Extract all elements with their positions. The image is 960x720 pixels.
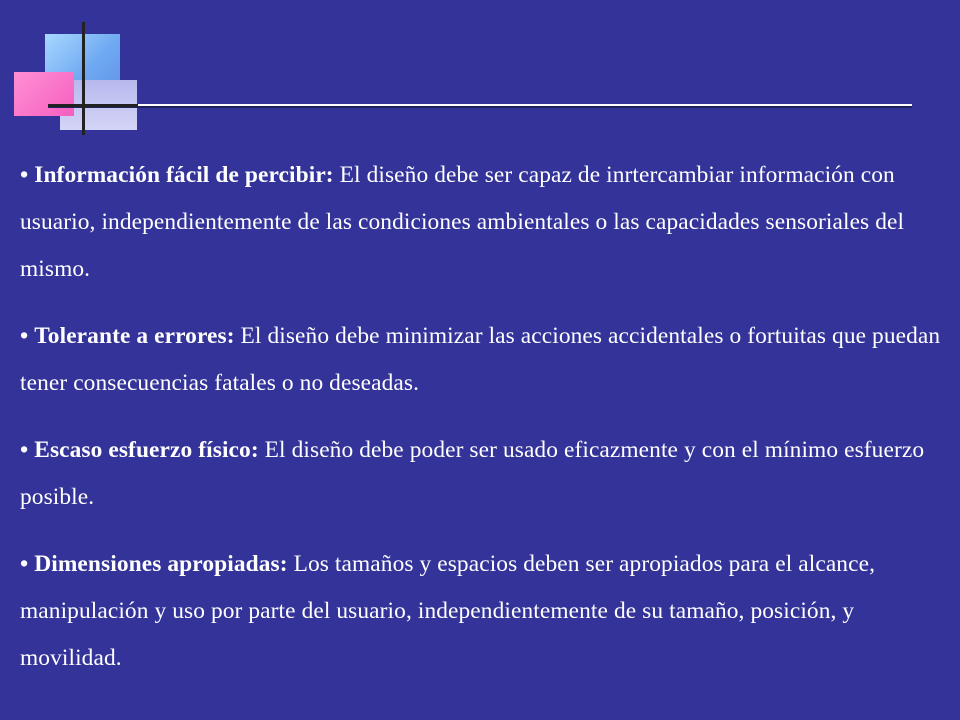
bullet-item xyxy=(20,427,950,521)
decorative-horizontal-rule-dark xyxy=(48,104,138,107)
decorative-horizontal-rule xyxy=(48,104,912,108)
bullet-marker: • xyxy=(20,323,29,349)
bullet-marker: • xyxy=(20,437,29,463)
bullet-text: El diseño debe ser capaz de inrtercambiar información con usuario, independientemente de las condiciones ambientales o las capacidades sensoriales del mismo. xyxy=(20,162,905,282)
bullet-item xyxy=(20,152,950,293)
bullet-item xyxy=(20,541,950,682)
bullet-term: Escaso esfuerzo físico: xyxy=(34,437,259,463)
bullet-term: Dimensiones apropiadas: xyxy=(34,551,288,577)
bullet-marker: • xyxy=(20,162,29,188)
slide-body xyxy=(20,152,950,702)
title-decoration xyxy=(0,0,960,140)
bullet-item xyxy=(20,313,950,407)
bullet-marker: • xyxy=(20,551,29,577)
bullet-term: Tolerante a errores: xyxy=(34,323,235,349)
bullet-text: El diseño debe poder ser usado eficazmente y con el mínimo esfuerzo posible. xyxy=(20,437,925,510)
bullet-term: Información fácil de percibir: xyxy=(34,162,334,188)
decorative-pink-square xyxy=(14,72,74,116)
bullet-text: El diseño debe minimizar las acciones accidentales o fortuitas que puedan tener consecuencias fatales o no deseadas. xyxy=(20,323,941,396)
bullet-text: Los tamaños y espacios deben ser apropiados para el alcance, manipulación y uso por parte del usuario, independientemente de su tamaño, posición, y movilidad. xyxy=(20,551,876,671)
decorative-vertical-rule xyxy=(82,22,85,135)
